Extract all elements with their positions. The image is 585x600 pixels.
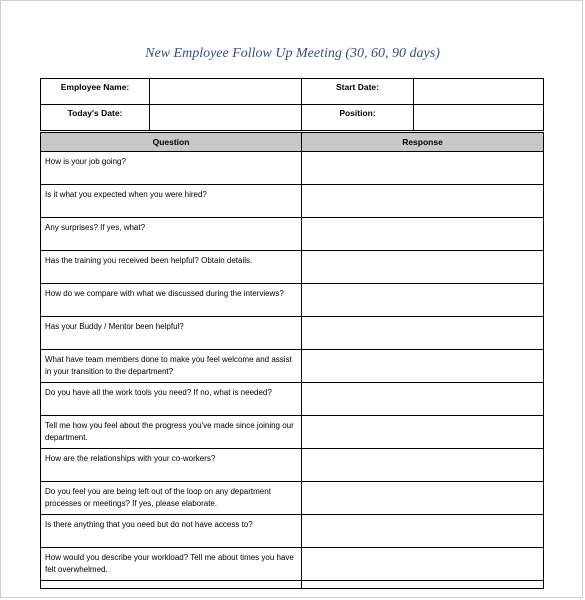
table-row (41, 383, 544, 416)
question-column-header: Question (41, 133, 302, 152)
employee-name-label: Employee Name: (41, 79, 150, 105)
question-cell: Is there anything that you need but do not have access to? (41, 515, 302, 548)
question-cell (41, 581, 302, 589)
position-field[interactable] (414, 105, 544, 131)
table-row (41, 185, 544, 218)
response-cell[interactable] (302, 251, 544, 284)
todays-date-label: Today's Date: (41, 105, 150, 131)
question-cell: Do you feel you are being left out of the loop on any department processes or meetings? If yes, please elaborate. (41, 482, 302, 515)
response-cell[interactable] (302, 581, 544, 589)
table-row (41, 284, 544, 317)
start-date-field[interactable] (414, 79, 544, 105)
question-cell: Any surprises? If yes, what? (41, 218, 302, 251)
question-response-table (40, 132, 544, 589)
response-cell[interactable] (302, 284, 544, 317)
response-cell[interactable] (302, 548, 544, 581)
employee-name-field[interactable] (150, 79, 302, 105)
response-cell[interactable] (302, 383, 544, 416)
question-cell: How would you describe your workload? Tell me about times you have felt overwhelmed. (41, 548, 302, 581)
table-row (41, 449, 544, 482)
response-column-header: Response (302, 133, 544, 152)
table-row (41, 548, 544, 581)
response-cell[interactable] (302, 416, 544, 449)
table-row (41, 317, 544, 350)
question-cell: Tell me how you feel about the progress you've made since joining our department. (41, 416, 302, 449)
todays-date-field[interactable] (150, 105, 302, 131)
table-row (41, 350, 544, 383)
response-cell[interactable] (302, 218, 544, 251)
table-row (41, 152, 544, 185)
question-cell: What have team members done to make you feel welcome and assist in your transition to the department? (41, 350, 302, 383)
table-row (41, 581, 544, 589)
response-cell[interactable] (302, 482, 544, 515)
response-cell[interactable] (302, 152, 544, 185)
question-cell: Is it what you expected when you were hired? (41, 185, 302, 218)
question-cell: How do we compare with what we discussed during the interviews? (41, 284, 302, 317)
response-cell[interactable] (302, 515, 544, 548)
response-cell[interactable] (302, 449, 544, 482)
question-cell: Has your Buddy / Mentor been helpful? (41, 317, 302, 350)
table-row (41, 416, 544, 449)
table-row (41, 515, 544, 548)
start-date-label: Start Date: (302, 79, 414, 105)
position-label: Position: (302, 105, 414, 131)
employee-info-table (40, 78, 544, 131)
table-row (41, 251, 544, 284)
question-cell: Has the training you received been helpful? Obtain details. (41, 251, 302, 284)
document-title: New Employee Follow Up Meeting (30, 60, 90 days) (145, 46, 440, 61)
question-cell: How is your job going? (41, 152, 302, 185)
response-cell[interactable] (302, 350, 544, 383)
question-cell: Do you have all the work tools you need? If no, what is needed? (41, 383, 302, 416)
table-row (41, 218, 544, 251)
question-cell: How are the relationships with your co-workers? (41, 449, 302, 482)
table-row (41, 482, 544, 515)
response-cell[interactable] (302, 185, 544, 218)
response-cell[interactable] (302, 317, 544, 350)
